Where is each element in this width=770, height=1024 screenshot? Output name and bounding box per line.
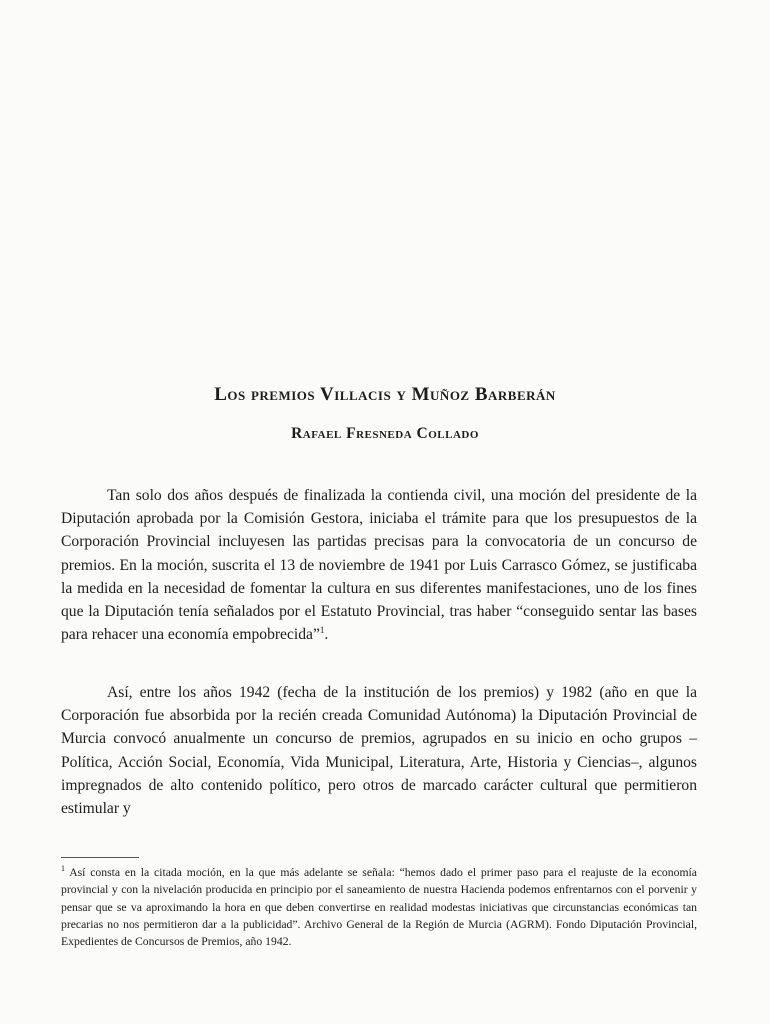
footnote-text: Así consta en la citada moción, en la que más adelante se señala: “hemos dado el primer paso para el reajuste de la economía provincial y con la nivelación producida en principio por el saneamiento de nuestra Hacienda podemos enfrentarnos con el porvenir y pensar que se va aproximando la hora en que deben convertirse en realidad modestas iniciativas que circunstancias económicas tan precarias no nos permitieron dar a la publicidad”. Archivo General de la Región de Murcia (AGRM). Fondo Diputación Provincial, Expedientes de Concursos de Premios, año 1942.	[61, 866, 697, 949]
paragraph-1-text: Tan solo dos años después de finalizada la contienda civil, una moción del presidente de la Diputación aprobada por la Comisión Gestora, iniciaba el trámite para que los presupuestos de la Corporación Provincial incluyesen las partidas precisas para la convocatoria de un concurso de premios. En la moción, suscrita el 13 de noviembre de 1941 por Luis Carrasco Gómez, se justificaba la medida en la necesidad de fomentar la cultura en sus diferentes manifestaciones, uno de los fines que la Diputación tenía señalados por el Estatuto Provincial, tras haber “conseguido sentar las bases para rehacer una economía empobrecida”	[61, 487, 697, 644]
footnote-separator	[61, 857, 139, 858]
article-title: Los premios Villacis y Muñoz Barberán	[214, 384, 556, 405]
article-author: Rafael Fresneda Collado	[291, 425, 479, 442]
paragraph-2-text: Así, entre los años 1942 (fecha de la institución de los premios) y 1982 (año en que la Corporación fue absorbida por la recién creada Comunidad Autónoma) la Diputación Provincial de Murcia convocó anualmente un concurso de premios, agrupados en su inicio en ocho grupos –Política, Acción Social, Economía, Vida Municipal, Literatura, Arte, Historia y Ciencias–, algunos impregnados de alto contenido político, pero otros de marcado carácter cultural que permitieron estimular y	[61, 684, 697, 818]
paragraph-2	[61, 681, 697, 820]
paragraph-1	[61, 484, 697, 646]
footnote-reference[interactable]: 1	[319, 625, 325, 636]
paragraph-1-end: .	[324, 626, 329, 644]
footnote	[61, 864, 697, 950]
footnote-marker: 1	[61, 864, 65, 874]
